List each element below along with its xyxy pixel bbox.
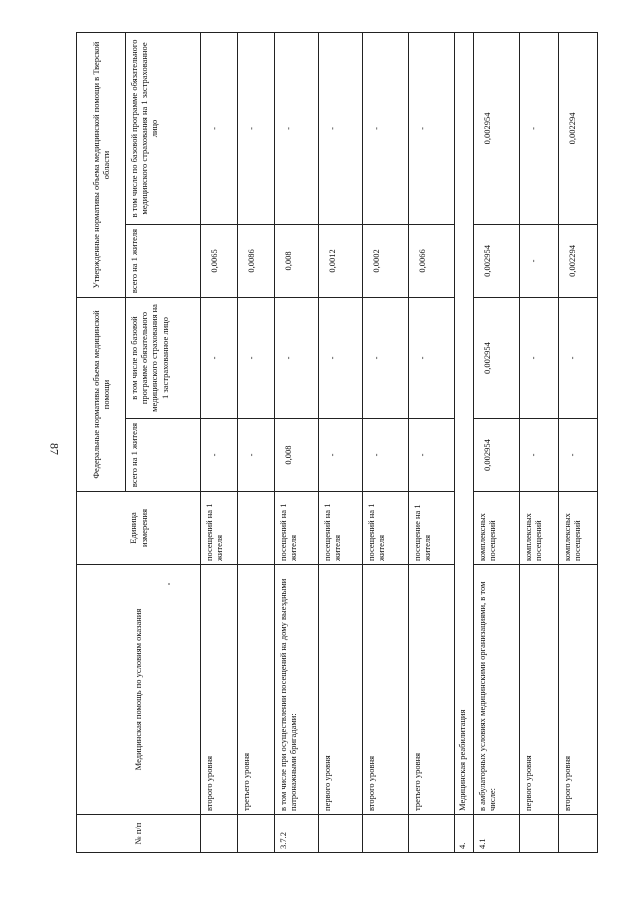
row-unit: посещение на 1 жителя	[409, 492, 455, 565]
medical-volume-norms-table	[76, 32, 598, 853]
row-appr-oms: -	[520, 32, 559, 224]
row-unit: комплексных посещений	[520, 492, 559, 565]
row-num	[319, 815, 363, 853]
row-num	[238, 815, 275, 853]
row-name: второго уровня	[201, 565, 238, 815]
row-name: первого уровня	[520, 565, 559, 815]
row-fed-oms: -	[520, 297, 559, 418]
table-row	[238, 32, 275, 852]
row-unit: посещений на 1 жителя	[363, 492, 409, 565]
row-name: третьего уровня	[238, 565, 275, 815]
row-name: в том числе при осуществлении посещений на дому выездными патронажными бригадами:	[275, 565, 319, 815]
table-row	[474, 32, 520, 852]
header-federal: Федеральные нормативы объема медицинской помощи	[77, 297, 126, 491]
table-row	[363, 32, 409, 852]
row-appr-oms: -	[363, 32, 409, 224]
row-fed-oms: -	[409, 297, 455, 418]
row-appr-all: 0,008	[275, 224, 319, 297]
row-name: первого уровня	[319, 565, 363, 815]
header-federal-per-resident: всего на 1 жителя	[126, 419, 201, 492]
table-row	[201, 32, 238, 852]
row-fed-all: -	[238, 419, 275, 492]
row-appr-oms: -	[319, 32, 363, 224]
row-name: в амбулаторных условиях медицинскими организациями, в том числе:	[474, 565, 520, 815]
row-appr-all: 0,0065	[201, 224, 238, 297]
row-appr-all: 0,0066	[409, 224, 455, 297]
table-row	[409, 32, 455, 852]
row-fed-all: 0,008	[275, 419, 319, 492]
row-num: 4.	[455, 815, 474, 853]
rotated-table-container	[76, 33, 615, 853]
row-fed-all: -	[363, 419, 409, 492]
row-appr-oms: -	[409, 32, 455, 224]
row-appr-all: 0,0002	[363, 224, 409, 297]
row-name: Медицинская реабилитация	[455, 32, 474, 814]
row-appr-all: -	[520, 224, 559, 297]
row-unit: посещений на 1 жителя	[319, 492, 363, 565]
row-fed-oms: -	[275, 297, 319, 418]
row-appr-all: 0,002954	[474, 224, 520, 297]
row-num	[363, 815, 409, 853]
row-unit: комплексных посещений	[559, 492, 598, 565]
row-fed-oms: -	[238, 297, 275, 418]
row-appr-all: 0,0012	[319, 224, 363, 297]
header-federal-per-insured: в том числе по базовой программе обязательного медицинского страхования на 1 застрахованное лицо	[126, 297, 201, 418]
row-appr-oms: -	[238, 32, 275, 224]
row-appr-oms: -	[201, 32, 238, 224]
row-num	[559, 815, 598, 853]
row-name: второго уровня	[363, 565, 409, 815]
row-fed-oms: -	[201, 297, 238, 418]
header-approved-per-insured: в том числе по базовой программе обязательного медицинского страхования на 1 застрахованное лицо	[126, 32, 201, 224]
header-approved: Утвержденные нормативы объема медицинской помощи в Тверской области	[77, 32, 126, 297]
row-appr-oms: 0,002294	[559, 32, 598, 224]
row-fed-oms: -	[363, 297, 409, 418]
row-name: третьего уровня	[409, 565, 455, 815]
row-num	[520, 815, 559, 853]
row-unit	[238, 492, 275, 565]
header-unit: Единица измерения	[77, 492, 201, 565]
row-fed-all: -	[559, 419, 598, 492]
row-appr-all: 0,0086	[238, 224, 275, 297]
page-number: 87	[47, 443, 62, 455]
row-unit: посещений на 1 жителя	[201, 492, 238, 565]
row-appr-oms: 0,002954	[474, 32, 520, 224]
row-fed-all: 0,002954	[474, 419, 520, 492]
row-fed-all: -	[201, 419, 238, 492]
row-fed-all: -	[319, 419, 363, 492]
table-row	[319, 32, 363, 852]
row-appr-oms: -	[275, 32, 319, 224]
row-num: 4.1	[474, 815, 520, 853]
header-approved-per-resident: всего на 1 жителя	[126, 224, 201, 297]
row-unit: комплексных посещений	[474, 492, 520, 565]
row-unit: посещений на 1 жителя	[275, 492, 319, 565]
row-fed-all: -	[409, 419, 455, 492]
header-name: Медицинская помощь по условиям оказания	[77, 565, 201, 815]
table-row	[520, 32, 559, 852]
row-name: второго уровня	[559, 565, 598, 815]
row-num	[409, 815, 455, 853]
row-fed-oms: -	[559, 297, 598, 418]
row-fed-all: -	[520, 419, 559, 492]
row-appr-all: 0,002294	[559, 224, 598, 297]
row-num: 3.7.2	[275, 815, 319, 853]
table-row	[455, 32, 474, 852]
row-num	[201, 815, 238, 853]
header-num: № п/п	[77, 815, 201, 853]
row-fed-oms: -	[319, 297, 363, 418]
table-row	[559, 32, 598, 852]
table-row	[275, 32, 319, 852]
row-fed-oms: 0,002954	[474, 297, 520, 418]
